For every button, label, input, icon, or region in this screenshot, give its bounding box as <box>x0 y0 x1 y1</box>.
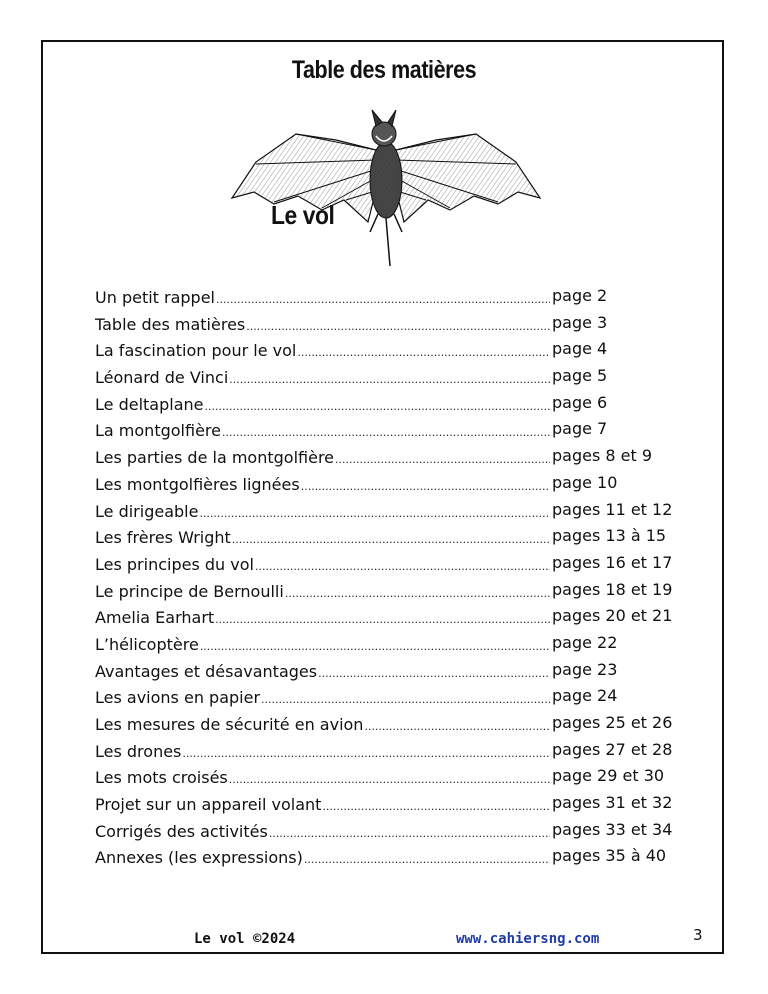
toc-entry-page: page 23 <box>552 659 618 679</box>
toc-entry-title-row <box>95 472 550 501</box>
toc-entry-label: Le principe de Bernoulli <box>95 581 284 601</box>
toc-entry-title-row <box>95 685 550 714</box>
toc-entry-label: Les frères Wright <box>95 528 231 548</box>
toc-entry-page: page 4 <box>552 339 608 359</box>
toc-entry-title-row <box>95 739 550 768</box>
toc-entry-title-row <box>95 552 550 581</box>
toc-entry-title-row <box>95 819 550 848</box>
toc-entry-title-row <box>95 659 550 688</box>
toc-entry <box>95 819 695 846</box>
toc-entry-title-row <box>95 499 550 528</box>
toc-entry-page: page 22 <box>552 632 618 652</box>
toc-entry-page: pages 31 et 32 <box>552 793 673 813</box>
table-of-contents <box>95 285 695 872</box>
dot-leader <box>301 474 550 501</box>
toc-entry-title-row <box>95 338 550 367</box>
toc-entry <box>95 712 695 739</box>
toc-entry <box>95 765 695 792</box>
toc-entry-title-row <box>95 418 550 447</box>
toc-entry-page: pages 33 et 34 <box>552 819 673 839</box>
toc-entry-title-row <box>95 525 550 554</box>
toc-entry-page: page 3 <box>552 312 608 332</box>
footer-url[interactable]: www.cahiersng.com <box>456 931 600 947</box>
toc-entry-label: Les drones <box>95 741 182 761</box>
toc-entry-title-row <box>95 365 550 394</box>
toc-entry-label: Annexes (les expressions) <box>95 848 303 868</box>
toc-entry <box>95 552 695 579</box>
toc-entry-title-row <box>95 285 550 314</box>
dot-leader <box>204 394 550 421</box>
dot-leader <box>269 821 550 848</box>
toc-entry-title-row <box>95 712 550 741</box>
toc-entry-label: Le deltaplane <box>95 394 204 414</box>
dot-leader <box>216 287 550 314</box>
toc-entry-title-row <box>95 792 550 821</box>
page-number: 3 <box>693 926 703 944</box>
toc-entry-label: Projet sur un appareil volant <box>95 795 322 815</box>
page-title: Table des matières <box>291 56 477 84</box>
toc-entry-page: pages 25 et 26 <box>552 713 673 732</box>
toc-entry <box>95 338 695 365</box>
toc-entry-page: page 5 <box>552 366 608 386</box>
toc-entry-page: page 29 et 30 <box>552 766 665 786</box>
toc-entry-label: Amelia Earhart <box>95 608 215 628</box>
dot-leader <box>246 314 550 341</box>
dot-leader <box>304 847 550 874</box>
dot-leader <box>232 527 550 554</box>
toc-entry <box>95 632 695 659</box>
toc-entry-label: Les montgolfières lignées <box>95 474 300 494</box>
toc-entry-label: La montgolfière <box>95 421 221 441</box>
toc-entry-label: L’hélicoptère <box>95 634 199 654</box>
dot-leader <box>297 340 550 367</box>
toc-entry <box>95 418 695 445</box>
toc-entry-label: Les avions en papier <box>95 688 261 708</box>
toc-entry <box>95 472 695 499</box>
toc-entry-title-row <box>95 312 550 341</box>
subtitle: Le vol <box>271 200 335 230</box>
toc-entry-page: page 7 <box>552 419 608 439</box>
toc-entry-label: La fascination pour le vol <box>95 341 297 361</box>
toc-entry <box>95 499 695 526</box>
toc-entry-title-row <box>95 605 550 634</box>
toc-entry-label: Les parties de la montgolfière <box>95 448 335 468</box>
toc-entry <box>95 659 695 686</box>
dot-leader <box>222 420 550 447</box>
dot-leader <box>229 367 550 394</box>
toc-entry <box>95 685 695 712</box>
dot-leader <box>261 687 550 714</box>
toc-entry <box>95 392 695 419</box>
toc-entry <box>95 312 695 339</box>
dot-leader <box>285 581 550 608</box>
toc-entry <box>95 365 695 392</box>
toc-entry-page: pages 16 et 17 <box>552 552 673 572</box>
toc-entry-page: pages 8 et 9 <box>552 446 653 466</box>
dot-leader <box>215 607 550 634</box>
toc-entry-page: pages 18 et 19 <box>552 579 673 599</box>
toc-entry <box>95 579 695 606</box>
toc-entry-page: pages 20 et 21 <box>552 606 673 626</box>
dot-leader <box>199 501 550 528</box>
dot-leader <box>200 634 550 661</box>
toc-entry <box>95 739 695 766</box>
toc-entry-title-row <box>95 632 550 661</box>
toc-entry-page: pages 11 et 12 <box>552 499 673 519</box>
toc-entry-title-row <box>95 445 550 474</box>
toc-entry-label: Les principes du vol <box>95 554 254 574</box>
toc-entry-page: page 2 <box>552 286 608 305</box>
toc-entry-label: Léonard de Vinci <box>95 368 229 388</box>
toc-entry-page: pages 13 à 15 <box>552 526 667 546</box>
toc-entry-label: Corrigés des activités <box>95 821 268 841</box>
toc-entry-label: Le dirigeable <box>95 501 199 521</box>
toc-entry-page: page 24 <box>552 686 618 706</box>
dot-leader <box>322 794 550 821</box>
toc-entry-page: pages 35 à 40 <box>552 846 667 866</box>
toc-entry <box>95 845 695 872</box>
toc-entry-page: page 10 <box>552 472 618 492</box>
toc-entry-label: Un petit rappel <box>95 288 215 307</box>
toc-entry <box>95 285 695 312</box>
toc-entry <box>95 445 695 472</box>
toc-entry <box>95 525 695 552</box>
toc-entry-title-row <box>95 845 550 874</box>
dot-leader <box>364 714 550 741</box>
toc-entry-label: Table des matières <box>95 314 246 334</box>
toc-entry <box>95 792 695 819</box>
dot-leader <box>318 661 550 688</box>
toc-entry-title-row <box>95 765 550 794</box>
footer-title: Le vol ©2024 <box>194 931 296 947</box>
bat-illustration <box>226 100 546 270</box>
toc-entry-title-row <box>95 579 550 608</box>
dot-leader <box>255 554 550 581</box>
dot-leader <box>335 447 550 474</box>
toc-entry-label: Les mesures de sécurité en avion <box>95 715 364 734</box>
toc-entry-page: pages 27 et 28 <box>552 739 673 759</box>
toc-entry-title-row <box>95 392 550 421</box>
dot-leader <box>182 741 550 768</box>
toc-entry-label: Les mots croisés <box>95 768 228 788</box>
toc-entry <box>95 605 695 632</box>
toc-entry-label: Avantages et désavantages <box>95 661 318 681</box>
toc-entry-page: page 6 <box>552 392 608 412</box>
dot-leader <box>229 767 550 794</box>
